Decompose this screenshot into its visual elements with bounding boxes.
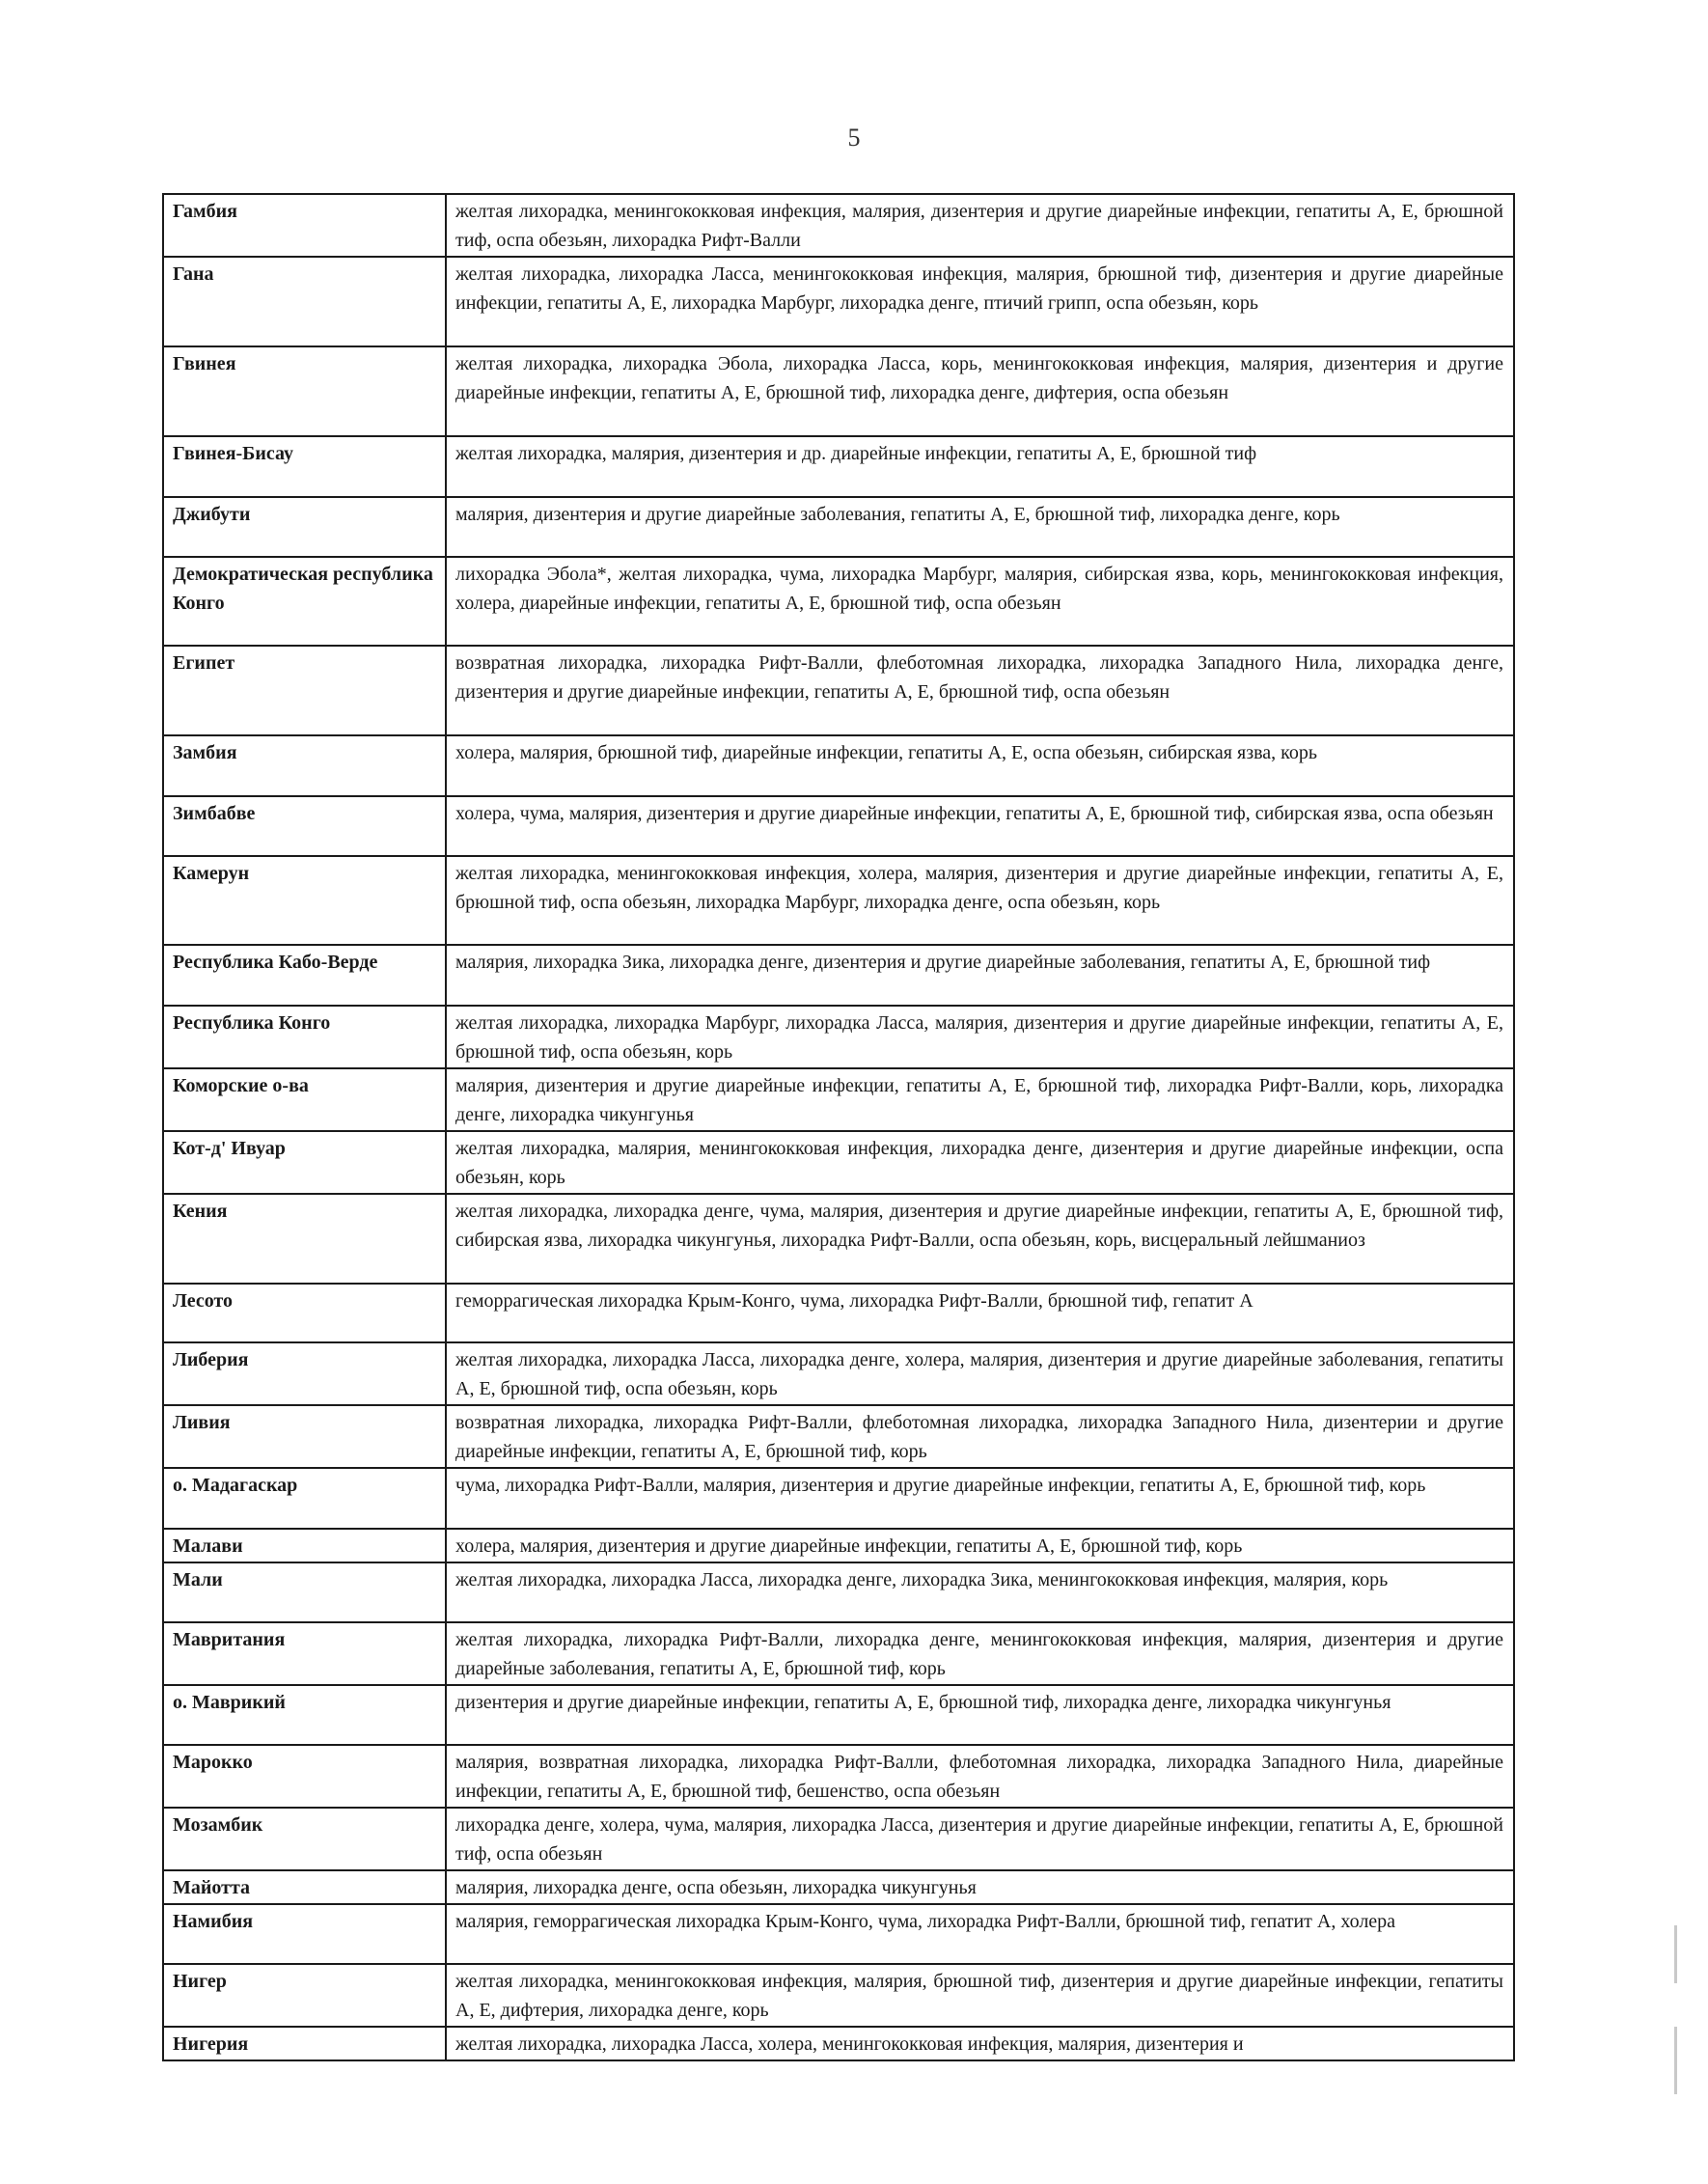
table-row xyxy=(163,646,1514,735)
table-row xyxy=(163,2027,1514,2060)
table-row xyxy=(163,1745,1514,1808)
diseases-cell: желтая лихорадка, лихорадка Ласса, лихорадка денге, холера, малярия, дизентерия и другие диарейные заболевания, гепатиты А, Е, брюшной тиф, оспа обезьян, корь xyxy=(446,1342,1514,1405)
diseases-cell: геморрагическая лихорадка Крым-Конго, чума, лихорадка Рифт-Валли, брюшной тиф, гепатит А xyxy=(446,1284,1514,1342)
country-cell: Малави xyxy=(163,1529,446,1562)
country-cell: Майотта xyxy=(163,1870,446,1904)
diseases-cell: малярия, геморрагическая лихорадка Крым-Конго, чума, лихорадка Рифт-Валли, брюшной тиф, гепатит А, холера xyxy=(446,1904,1514,1964)
diseases-cell: желтая лихорадка, малярия, менингококковая инфекция, лихорадка денге, дизентерия и другие диарейные инфекции, оспа обезьян, корь xyxy=(446,1131,1514,1194)
country-cell: Республика Конго xyxy=(163,1006,446,1068)
diseases-cell: желтая лихорадка, лихорадка Ласса, менингококковая инфекция, малярия, брюшной тиф, дизентерия и другие диарейные инфекции, гепатиты А, Е, лихорадка Марбург, лихорадка денге, птичий грипп, оспа обезьян, корь xyxy=(446,257,1514,346)
scan-artifact-mark xyxy=(1674,2027,1677,2094)
page-number: 5 xyxy=(847,124,861,152)
diseases-cell: желтая лихорадка, менингококковая инфекция, холера, малярия, дизентерия и другие диарейные инфекции, гепатиты А, Е, брюшной тиф, оспа обезьян, лихорадка Марбург, лихорадка денге, оспа обезьян, корь xyxy=(446,856,1514,945)
diseases-cell: желтая лихорадка, лихорадка Рифт-Валли, лихорадка денге, менингококковая инфекция, малярия, дизентерия и другие диарейные заболевания, гепатиты А, Е, брюшной тиф, корь xyxy=(446,1622,1514,1685)
country-cell: Коморские о-ва xyxy=(163,1068,446,1131)
table-row xyxy=(163,1194,1514,1284)
country-cell: Демократическая республика Конго xyxy=(163,557,446,646)
country-cell: Гвинея xyxy=(163,346,446,436)
diseases-cell: малярия, дизентерия и другие диарейные заболевания, гепатиты А, Е, брюшной тиф, лихорадка денге, корь xyxy=(446,497,1514,557)
diseases-cell: желтая лихорадка, лихорадка Ласса, лихорадка денге, лихорадка Зика, менингококковая инфекция, малярия, корь xyxy=(446,1562,1514,1622)
table-row xyxy=(163,1131,1514,1194)
diseases-cell: чума, лихорадка Рифт-Валли, малярия, дизентерия и другие диарейные инфекции, гепатиты А, Е, брюшной тиф, корь xyxy=(446,1468,1514,1529)
diseases-cell: лихорадка денге, холера, чума, малярия, лихорадка Ласса, дизентерия и другие диарейные инфекции, гепатиты А, Е, брюшной тиф, оспа обезьян xyxy=(446,1808,1514,1870)
diseases-cell: малярия, лихорадка Зика, лихорадка денге, дизентерия и другие диарейные заболевания, гепатиты А, Е, брюшной тиф xyxy=(446,945,1514,1006)
country-cell: Гвинея-Бисау xyxy=(163,436,446,497)
table-row xyxy=(163,796,1514,856)
diseases-cell: желтая лихорадка, менингококковая инфекция, малярия, дизентерия и другие диарейные инфекции, гепатиты А, Е, брюшной тиф, оспа обезьян, лихорадка Рифт-Валли xyxy=(446,194,1514,257)
diseases-cell: малярия, дизентерия и другие диарейные инфекции, гепатиты А, Е, брюшной тиф, лихорадка Рифт-Валли, корь, лихорадка денге, лихорадка чикунгунья xyxy=(446,1068,1514,1131)
table-row xyxy=(163,1405,1514,1468)
country-disease-table xyxy=(162,193,1515,2061)
diseases-cell: дизентерия и другие диарейные инфекции, гепатиты А, Е, брюшной тиф, лихорадка денге, лихорадка чикунгунья xyxy=(446,1685,1514,1745)
table-row xyxy=(163,1870,1514,1904)
diseases-cell: малярия, возвратная лихорадка, лихорадка Рифт-Валли, флеботомная лихорадка, лихорадка Западного Нила, диарейные инфекции, гепатиты А, Е, брюшной тиф, бешенство, оспа обезьян xyxy=(446,1745,1514,1808)
table-row xyxy=(163,1808,1514,1870)
country-cell: Нигерия xyxy=(163,2027,446,2060)
table-row xyxy=(163,1006,1514,1068)
table-row xyxy=(163,1904,1514,1964)
table-row xyxy=(163,1685,1514,1745)
table-row xyxy=(163,856,1514,945)
diseases-cell: желтая лихорадка, лихорадка денге, чума, малярия, дизентерия и другие диарейные инфекции, гепатиты А, Е, брюшной тиф, сибирская язва, лихорадка чикунгунья, лихорадка Рифт-Валли, оспа обезьян, корь, висцеральный лейшманиоз xyxy=(446,1194,1514,1284)
table-row xyxy=(163,257,1514,346)
table-row xyxy=(163,557,1514,646)
diseases-cell: лихорадка Эбола*, желтая лихорадка, чума, лихорадка Марбург, малярия, сибирская язва, корь, менингококковая инфекция, холера, диарейные инфекции, гепатиты А, Е, брюшной тиф, оспа обезьян xyxy=(446,557,1514,646)
country-cell: Гамбия xyxy=(163,194,446,257)
diseases-cell: холера, малярия, дизентерия и другие диарейные инфекции, гепатиты А, Е, брюшной тиф, корь xyxy=(446,1529,1514,1562)
country-cell: Мавритания xyxy=(163,1622,446,1685)
country-cell: Лесото xyxy=(163,1284,446,1342)
table-body xyxy=(163,194,1514,2060)
diseases-cell: желтая лихорадка, лихорадка Ласса, холера, менингококковая инфекция, малярия, дизентерия и xyxy=(446,2027,1514,2060)
diseases-cell: холера, малярия, брюшной тиф, диарейные инфекции, гепатиты А, Е, оспа обезьян, сибирская язва, корь xyxy=(446,735,1514,796)
country-cell: Замбия xyxy=(163,735,446,796)
scan-artifact-mark xyxy=(1674,1925,1677,1983)
table-row xyxy=(163,1529,1514,1562)
diseases-cell: возвратная лихорадка, лихорадка Рифт-Валли, флеботомная лихорадка, лихорадка Западного Нила, лихорадка денге, дизентерия и другие диарейные инфекции, гепатиты А, Е, брюшной тиф, оспа обезьян xyxy=(446,646,1514,735)
country-cell: Джибути xyxy=(163,497,446,557)
diseases-cell: желтая лихорадка, малярия, дизентерия и др. диарейные инфекции, гепатиты А, Е, брюшной тиф xyxy=(446,436,1514,497)
country-cell: Намибия xyxy=(163,1904,446,1964)
table-row xyxy=(163,497,1514,557)
table-row xyxy=(163,945,1514,1006)
table-row xyxy=(163,1562,1514,1622)
country-cell: о. Мадагаскар xyxy=(163,1468,446,1529)
table-row xyxy=(163,1622,1514,1685)
country-cell: Ливия xyxy=(163,1405,446,1468)
table-row xyxy=(163,436,1514,497)
country-cell: Кения xyxy=(163,1194,446,1284)
country-cell: Мозамбик xyxy=(163,1808,446,1870)
table-row xyxy=(163,1964,1514,2027)
table-row xyxy=(163,735,1514,796)
table-row xyxy=(163,346,1514,436)
table-row xyxy=(163,194,1514,257)
country-cell: Республика Кабо-Верде xyxy=(163,945,446,1006)
country-cell: Нигер xyxy=(163,1964,446,2027)
country-cell: Зимбабве xyxy=(163,796,446,856)
table-row xyxy=(163,1342,1514,1405)
diseases-cell: желтая лихорадка, менингококковая инфекция, малярия, брюшной тиф, дизентерия и другие диарейные инфекции, гепатиты А, Е, дифтерия, лихорадка денге, корь xyxy=(446,1964,1514,2027)
country-cell: Мали xyxy=(163,1562,446,1622)
table-row xyxy=(163,1468,1514,1529)
country-cell: Кот-д' Ивуар xyxy=(163,1131,446,1194)
diseases-cell: малярия, лихорадка денге, оспа обезьян, лихорадка чикунгунья xyxy=(446,1870,1514,1904)
country-cell: Марокко xyxy=(163,1745,446,1808)
diseases-cell: холера, чума, малярия, дизентерия и другие диарейные инфекции, гепатиты А, Е, брюшной тиф, сибирская язва, оспа обезьян xyxy=(446,796,1514,856)
country-cell: Камерун xyxy=(163,856,446,945)
diseases-cell: желтая лихорадка, лихорадка Марбург, лихорадка Ласса, малярия, дизентерия и другие диарейные инфекции, гепатиты А, Е, брюшной тиф, оспа обезьян, корь xyxy=(446,1006,1514,1068)
diseases-cell: желтая лихорадка, лихорадка Эбола, лихорадка Ласса, корь, менингококковая инфекция, малярия, дизентерия и другие диарейные инфекции, гепатиты А, Е, брюшной тиф, лихорадка денге, дифтерия, оспа обезьян xyxy=(446,346,1514,436)
country-cell: Египет xyxy=(163,646,446,735)
table-row xyxy=(163,1284,1514,1342)
country-cell: Гана xyxy=(163,257,446,346)
country-cell: Либерия xyxy=(163,1342,446,1405)
diseases-cell: возвратная лихорадка, лихорадка Рифт-Валли, флеботомная лихорадка, лихорадка Западного Нила, дизентерии и другие диарейные инфекции, гепатиты А, Е, брюшной тиф, корь xyxy=(446,1405,1514,1468)
country-cell: о. Маврикий xyxy=(163,1685,446,1745)
table-row xyxy=(163,1068,1514,1131)
